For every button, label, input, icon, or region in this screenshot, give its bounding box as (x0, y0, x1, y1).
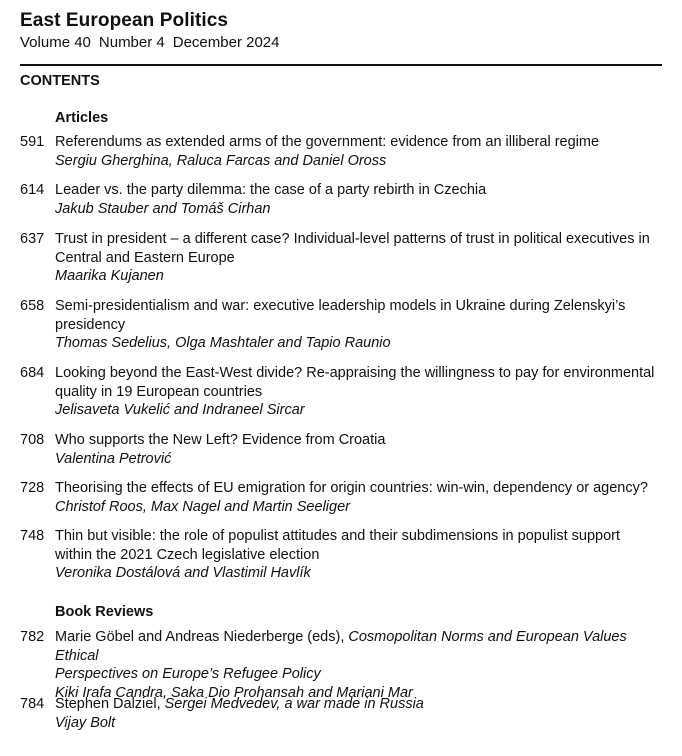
page-number: 637 (20, 231, 45, 247)
article-title: Who supports the New Left? Evidence from Croatia (55, 432, 386, 448)
book-title-line: Perspectives on Europe’s Refugee Policy (55, 666, 321, 682)
contents-heading: CONTENTS (20, 73, 100, 89)
page-number: 748 (20, 528, 45, 544)
toc-entry[interactable] (20, 479, 662, 516)
book-reviews-heading: Book Reviews (55, 604, 154, 620)
issue-date: December 2024 (172, 34, 280, 51)
review-author-editor: Marie Göbel and Andreas Niederberge (eds), (55, 629, 349, 645)
article-authors: Sergiu Gherghina, Raluca Farcas and Daniel Oross (55, 152, 387, 169)
toc-entry[interactable] (20, 364, 662, 420)
article-title-line: Central and Eastern Europe (55, 249, 235, 266)
article-authors: Christof Roos, Max Nagel and Martin Seeliger (55, 498, 350, 515)
reviewers: Vijay Bolt (55, 714, 116, 731)
article-authors: Veronika Dostálová and Vlastimil Havlík (55, 565, 311, 581)
article-title-line: Looking beyond the East-West divide? Re-appraising the willingness to pay for environmental (55, 365, 655, 381)
article-authors: Jakub Stauber and Tomáš Cirhan (55, 200, 271, 217)
article-authors: Maarika Kujanen (55, 268, 164, 284)
toc-entry[interactable] (20, 181, 662, 218)
articles-heading: Articles (55, 110, 109, 126)
volume: Volume 40 (20, 34, 91, 51)
article-title-line: presidency (55, 316, 126, 333)
header-rule (20, 64, 662, 66)
toc-entry[interactable] (20, 133, 662, 170)
page-number: 784 (20, 696, 45, 712)
article-title-line: quality in 19 European countries (55, 383, 263, 400)
article-title-line: Thin but visible: the role of populist attitudes and their subdimensions in populist support (55, 528, 621, 544)
review-entry[interactable] (20, 628, 662, 702)
review-line (55, 695, 662, 714)
page-number: 591 (20, 134, 45, 150)
page-number: 728 (20, 480, 45, 496)
review-entry[interactable] (20, 695, 662, 732)
reviewers: Kiki Irafa Candra, Saka Dio Prohansah and Mariani Mar (55, 684, 413, 701)
article-authors: Jelisaveta Vukelić and Indraneel Sircar (55, 402, 305, 418)
issue-info (20, 34, 287, 51)
page-number: 708 (20, 432, 45, 448)
toc-entry[interactable] (20, 527, 662, 583)
book-title: Cosmopolitan Norms and European Values Ethical (55, 629, 627, 664)
toc-entry[interactable] (20, 297, 662, 353)
article-title: Referendums as extended arms of the government: evidence from an illiberal regime (55, 134, 600, 150)
review-line (55, 628, 662, 665)
page-number: 684 (20, 365, 45, 381)
article-authors: Valentina Petrović (55, 450, 172, 467)
page-number: 782 (20, 629, 45, 645)
article-title-line: Semi-presidentialism and war: executive leadership models in Ukraine during Zelenskyi’s (55, 298, 626, 314)
article-authors: Thomas Sedelius, Olga Mashtaler and Tapio Raunio (55, 335, 391, 351)
book-title: Sergei Medvedev, a war made in Russia (164, 696, 424, 712)
toc-entry[interactable] (20, 230, 662, 286)
page-number: 658 (20, 298, 45, 314)
article-title: Theorising the effects of EU emigration for origin countries: win-win, dependency or agency? (55, 480, 648, 496)
number: Number 4 (98, 34, 165, 51)
article-title: Leader vs. the party dilemma: the case of a party rebirth in Czechia (55, 182, 487, 198)
article-title-line: Trust in president – a different case? Individual-level patterns of trust in political executives in (55, 231, 650, 247)
page-number: 614 (20, 182, 45, 198)
journal-title: East European Politics (20, 10, 229, 31)
review-author: Stephen Dalziel, (55, 696, 165, 712)
article-title-line: within the 2021 Czech legislative election (55, 546, 320, 563)
toc-entry[interactable] (20, 431, 662, 468)
